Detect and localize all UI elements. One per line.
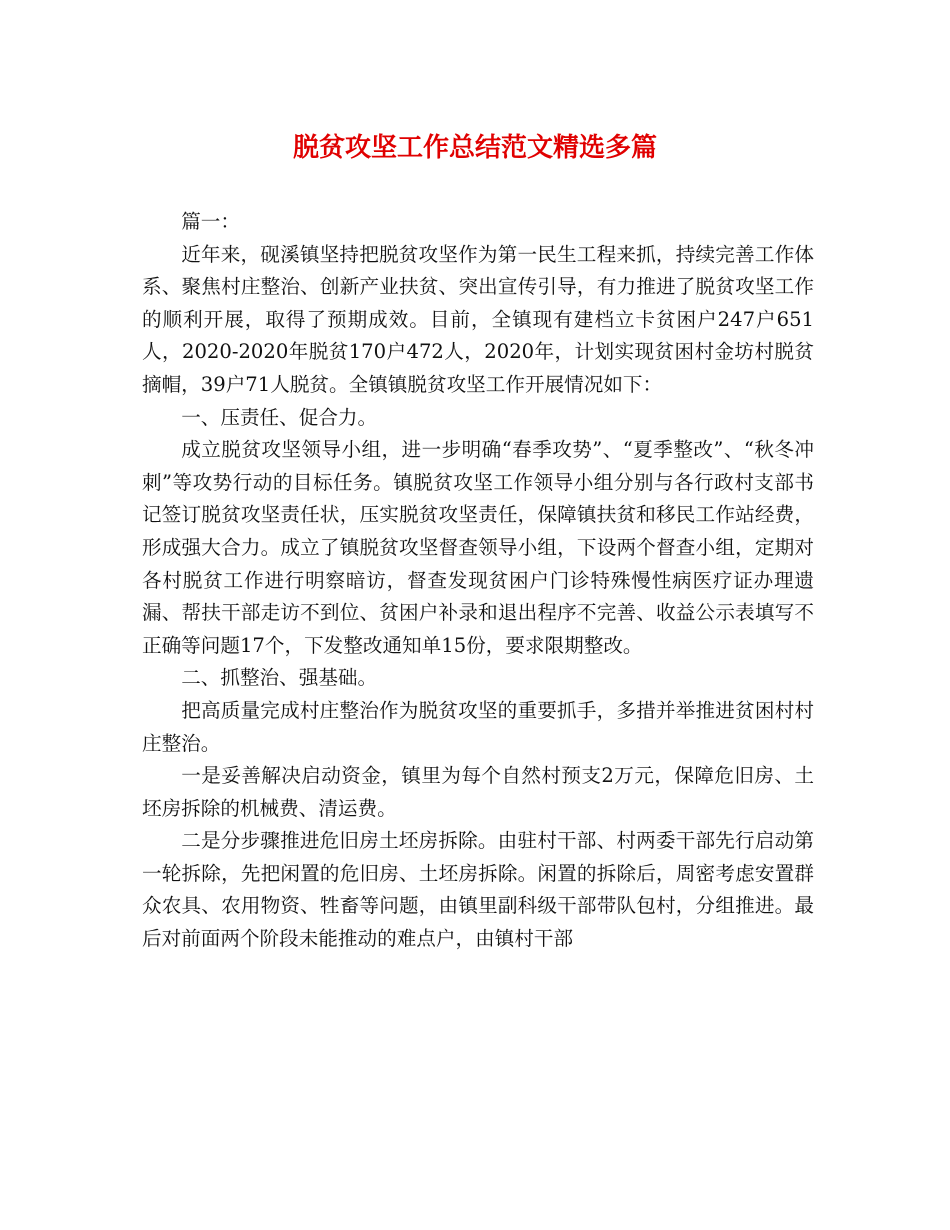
document-body bbox=[142, 206, 814, 956]
paragraph: 近年来，砚溪镇坚持把脱贫攻坚作为第一民生工程来抓，持续完善工作体系、聚焦村庄整治、创新产业扶贫、突出宣传引导，有力推进了脱贫攻坚工作的顺利开展，取得了预期成效。目前，全镇现有建档立卡贫困户247户651人，2020-2020年脱贫170户472人，2020年，计划实现贫困村金坊村脱贫摘帽，39户71人脱贫。全镇镇脱贫攻坚工作开展情况如下： bbox=[142, 242, 814, 396]
section-heading: 一、压责任、促合力。 bbox=[181, 405, 378, 429]
paragraph: 把高质量完成村庄整治作为脱贫攻坚的重要抓手，多措并举推进贫困村村庄整治。 bbox=[142, 698, 814, 755]
section-heading: 篇一： bbox=[181, 210, 240, 233]
paragraph: 成立脱贫攻坚领导小组，进一步明确“春季攻势”、“夏季整改”、“秋冬冲刺”等攻势行动的目标任务。镇脱贫攻坚工作领导小组分别与各行政村支部书记签订脱贫攻坚责任状，压实脱贫攻坚责任，保障镇扶贫和移民工作站经费，形成强大合力。成立了镇脱贫攻坚督查领导小组，下设两个督查小组，定期对各村脱贫工作进行明察暗访，督查发现贫困户门诊特殊慢性病医疗证办理遗漏、帮扶干部走访不到位、贫困户补录和退出程序不完善、收益公示表填写不正确等问题17个，下发整改通知单15份，要求限期整改。 bbox=[142, 438, 814, 657]
paragraph: 一是妥善解决启动资金，镇里为每个自然村预支2万元，保障危旧房、土坯房拆除的机械费、清运费。 bbox=[142, 764, 814, 820]
section-heading: 二、抓整治、强基础。 bbox=[181, 666, 378, 690]
paragraph: 二是分步骤推进危旧房土坯房拆除。由驻村干部、村两委干部先行启动第一轮拆除，先把闲置的危旧房、土坯房拆除。闲置的拆除后，周密考虑安置群众农具、农用物资、牲畜等问题，由镇里副科级干部带队包村，分组推进。最后对前面两个阶段未能推动的难点户，由镇村干部 bbox=[142, 829, 814, 951]
document-title: 脱贫攻坚工作总结范文精选多篇 bbox=[292, 133, 657, 163]
